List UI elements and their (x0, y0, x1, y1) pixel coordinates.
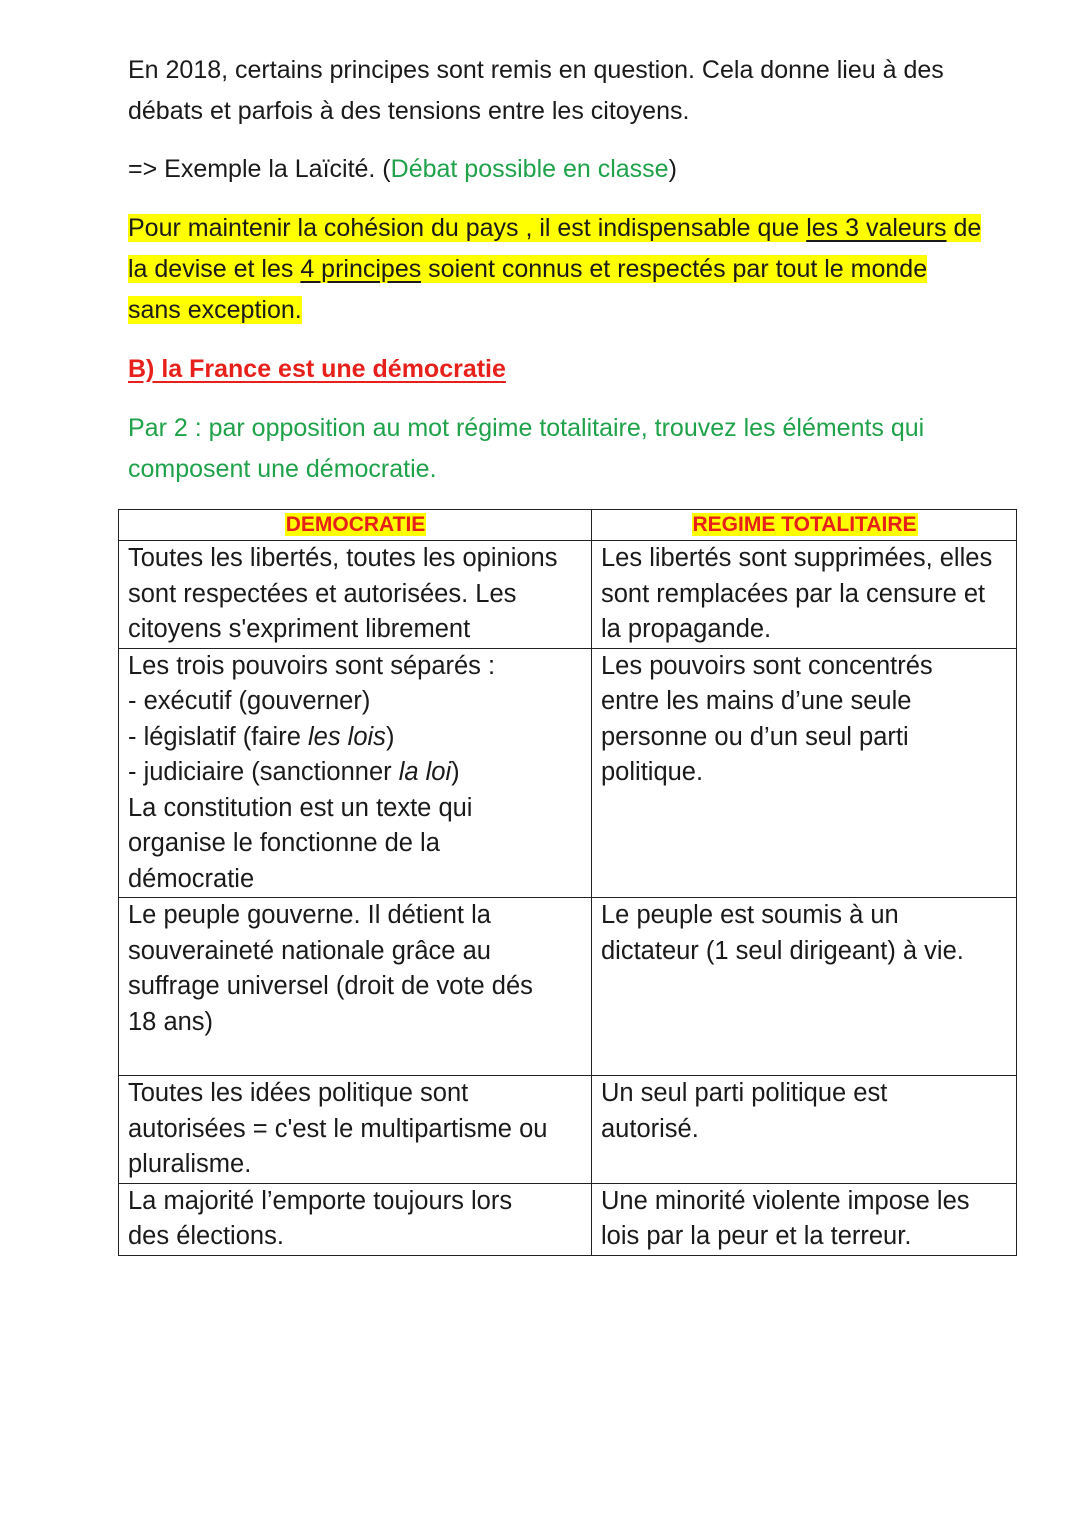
highlight-underlined-values: les 3 valeurs (806, 214, 947, 242)
header-regime-totalitaire: REGIME TOTALITAIRE (592, 510, 1017, 541)
highlight-text-a: Pour maintenir la cohésion du pays , il est indispensable que (128, 214, 807, 242)
header-democratie: DEMOCRATIE (119, 510, 592, 541)
table-row (119, 541, 1017, 649)
instruction-paragraph (128, 408, 1038, 490)
example-line (128, 149, 1038, 190)
section-heading: B) la France est une démocratie (128, 355, 506, 383)
cell-democratie: Le peuple gouverne. Il détient la souveraineté nationale grâce au suffrage universel (droit de vote dés 18 ans) (119, 898, 592, 1076)
highlight-text-c: la devise et les (128, 255, 301, 283)
section-heading-wrap (128, 349, 1038, 390)
cell-totalitaire: Le peuple est soumis à un dictateur (1 seul dirigeant) à vie. (592, 898, 1017, 1076)
highlight-text-b: de (946, 214, 982, 242)
example-suffix: ) (668, 155, 677, 183)
intro-line-1: En 2018, certains principes sont remis en question. Cela donne lieu à des (128, 56, 944, 84)
table-row (119, 1076, 1017, 1184)
table-row (119, 898, 1017, 1076)
highlight-text-e: sans exception. (128, 296, 302, 324)
highlight-underlined-principles: 4 principes (300, 255, 422, 283)
intro-line-2: débats et parfois à des tensions entre les citoyens. (128, 97, 690, 125)
table-row (119, 1183, 1017, 1255)
example-green-note: Débat possible en classe (390, 155, 669, 183)
instruction-line-2: composent une démocratie. (128, 455, 437, 483)
cell-totalitaire: Les libertés sont supprimées, elles sont remplacées par la censure et la propagande. (592, 541, 1017, 649)
example-prefix: => Exemple la Laïcité. ( (128, 155, 391, 183)
comparison-table (118, 509, 1017, 1256)
table-row (119, 648, 1017, 898)
cell-totalitaire: Un seul parti politique est autorisé. (592, 1076, 1017, 1184)
intro-paragraph (128, 50, 1038, 132)
instruction-line-1: Par 2 : par opposition au mot régime totalitaire, trouvez les éléments qui (128, 414, 925, 442)
cell-democratie: Toutes les idées politique sont autorisées = c'est le multipartisme ou pluralisme. (119, 1076, 592, 1184)
cell-totalitaire: Une minorité violente impose les lois par la peur et la terreur. (592, 1183, 1017, 1255)
highlight-text-d: soient connus et respectés par tout le monde (421, 255, 928, 283)
cell-totalitaire: Les pouvoirs sont concentrés entre les mains d’une seule personne ou d’un seul parti politique. (592, 648, 1017, 898)
cell-democratie: Les trois pouvoirs sont séparés : - exécutif (gouverner) - législatif (faire les lois) - judiciaire (sanctionner la loi) La constitution est un texte qui organise le fonctionne de la démocratie (119, 648, 592, 898)
table-header-row (119, 510, 1017, 541)
cell-democratie: La majorité l’emporte toujours lors des élections. (119, 1183, 592, 1255)
cell-democratie: Toutes les libertés, toutes les opinions sont respectées et autorisées. Les citoyens s'expriment librement (119, 541, 592, 649)
highlight-paragraph (128, 208, 1038, 331)
